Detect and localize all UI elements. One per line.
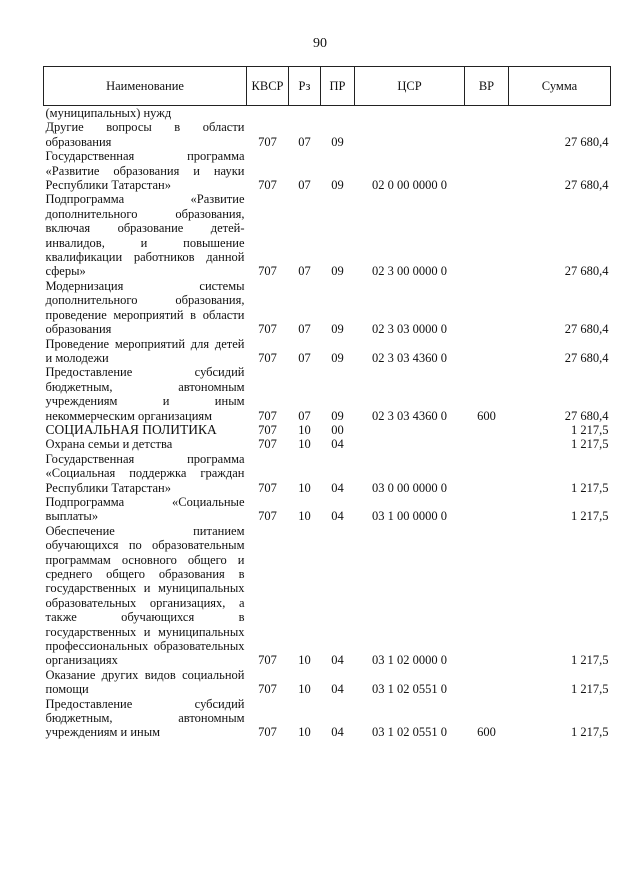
cell-pr: 04: [331, 480, 344, 495]
cell-name: Проведение мероприятий для детей и молодежи: [45, 336, 245, 365]
table-row: [44, 120, 611, 149]
cell-csr: 03 1 02 0551 0: [372, 682, 447, 697]
cell-pr: 09: [331, 350, 344, 365]
table-row: [44, 365, 611, 423]
cell-name: СОЦИАЛЬНАЯ ПОЛИТИКА: [45, 421, 217, 437]
cell-name: Предоставление субсидий бюджетным, автономным учреждениям и иным: [45, 696, 245, 740]
cell-sum: [509, 106, 611, 121]
table-row: [44, 697, 611, 740]
cell-name: Модернизация системы дополнительного образования, проведение мероприятий в области образования: [45, 278, 245, 337]
cell-name: (муниципальных) нужд: [45, 106, 172, 120]
cell-csr: 03 1 02 0551 0: [372, 725, 447, 740]
cell-vr: [465, 279, 509, 337]
cell-pr: 04: [331, 653, 344, 668]
cell-csr: 02 3 03 0000 0: [372, 322, 447, 337]
cell-csr: 03 1 00 0000 0: [372, 509, 447, 524]
cell-rz: 07: [298, 134, 311, 149]
cell-sum: 27 680,4: [564, 134, 609, 149]
table-row: [44, 524, 611, 668]
cell-pr: [321, 106, 355, 121]
table-row: [44, 337, 611, 366]
header-sum: Сумма: [509, 67, 611, 106]
cell-pr: 09: [331, 178, 344, 193]
cell-csr: 03 0 00 0000 0: [372, 480, 447, 495]
cell-vr: [465, 106, 509, 121]
cell-csr: 02 3 00 0000 0: [372, 264, 447, 279]
table-row: [44, 423, 611, 437]
header-name: Наименование: [44, 67, 247, 106]
cell-rz: 10: [298, 725, 311, 740]
cell-sum: 1 217,5: [571, 653, 609, 668]
cell-kvsr: 707: [258, 408, 277, 423]
cell-kvsr: [247, 106, 289, 121]
cell-name: Государственная программа «Социальная поддержка граждан Республики Татарстан»: [45, 451, 245, 495]
cell-sum: 27 680,4: [564, 264, 609, 279]
cell-pr: 00: [331, 422, 344, 437]
table-row: [44, 437, 611, 451]
cell-pr: 09: [331, 264, 344, 279]
cell-rz: 10: [298, 437, 311, 452]
table-row: [44, 279, 611, 337]
cell-csr: [355, 106, 465, 121]
cell-sum: 1 217,5: [571, 480, 609, 495]
cell-rz: 07: [298, 178, 311, 193]
page-number: 90: [313, 36, 327, 51]
cell-rz: 07: [298, 322, 311, 337]
cell-vr: 600: [477, 725, 496, 740]
table-row: [44, 452, 611, 495]
cell-pr: 04: [331, 725, 344, 740]
cell-kvsr: 707: [258, 264, 277, 279]
cell-vr: [465, 192, 509, 278]
cell-kvsr: 707: [258, 422, 277, 437]
table-row: [44, 149, 611, 192]
table-header: [44, 67, 611, 106]
header-row: [44, 67, 611, 106]
cell-pr: 04: [331, 509, 344, 524]
cell-kvsr: 707: [258, 134, 277, 149]
cell-rz: 10: [298, 653, 311, 668]
cell-rz: [289, 106, 321, 121]
header-csr: ЦСР: [355, 67, 465, 106]
cell-vr: [465, 452, 509, 495]
cell-name: Государственная программа «Развитие образования и науки Республики Татарстан»: [45, 149, 245, 193]
header-rz: Рз: [289, 67, 321, 106]
cell-pr: 09: [331, 322, 344, 337]
cell-kvsr: 707: [258, 322, 277, 337]
cell-kvsr: 707: [258, 480, 277, 495]
cell-vr: [465, 120, 509, 149]
header-pr: ПР: [321, 67, 355, 106]
cell-pr: 04: [331, 682, 344, 697]
table-row: [44, 495, 611, 524]
cell-sum: 27 680,4: [564, 322, 609, 337]
cell-rz: 07: [298, 408, 311, 423]
cell-kvsr: 707: [258, 682, 277, 697]
cell-kvsr: 707: [258, 437, 277, 452]
cell-sum: 1 217,5: [571, 509, 609, 524]
budget-table: [43, 66, 611, 740]
cell-pr: 04: [331, 437, 344, 452]
cell-csr: 02 3 03 4360 0: [372, 350, 447, 365]
cell-kvsr: 707: [258, 178, 277, 193]
cell-vr: [465, 423, 509, 437]
cell-name: Предоставление субсидий бюджетным, автономным учреждениям и иным некоммерческим организациям: [45, 365, 245, 423]
cell-sum: 1 217,5: [571, 422, 609, 437]
table-row: [44, 106, 611, 121]
cell-vr: [465, 337, 509, 366]
header-vr: ВР: [465, 67, 509, 106]
cell-kvsr: 707: [258, 653, 277, 668]
cell-rz: 10: [298, 480, 311, 495]
cell-vr: [465, 149, 509, 192]
cell-rz: 10: [298, 422, 311, 437]
cell-name: Другие вопросы в области образования: [45, 120, 245, 149]
cell-vr: [465, 437, 509, 451]
cell-name: Обеспечение питанием обучающихся по образовательным программам основного общего и среднего общего образования в государственных и муниципальных образовательных организациях, а также обучающихся в государственных и муниципальных профессиональных образовательных организациях: [45, 523, 245, 668]
cell-csr: 02 3 03 4360 0: [372, 408, 447, 423]
cell-csr: [355, 120, 465, 149]
cell-rz: 07: [298, 350, 311, 365]
table-row: [44, 668, 611, 697]
cell-sum: 27 680,4: [564, 408, 609, 423]
cell-vr: [465, 668, 509, 697]
cell-rz: 10: [298, 509, 311, 524]
cell-rz: 07: [298, 264, 311, 279]
cell-sum: 1 217,5: [571, 725, 609, 740]
cell-csr: [355, 423, 465, 437]
cell-kvsr: 707: [258, 350, 277, 365]
cell-name: Подпрограмма «Развитие дополнительного образования, включая образование детей-инвалидов, и повышение квалификации работников данной сферы»: [45, 192, 245, 279]
cell-csr: 02 0 00 0000 0: [372, 178, 447, 193]
cell-kvsr: 707: [258, 725, 277, 740]
cell-vr: [465, 495, 509, 524]
cell-name: Оказание других видов социальной помощи: [45, 667, 245, 697]
cell-name: Подпрограмма «Социальные выплаты»: [45, 494, 245, 524]
cell-rz: 10: [298, 682, 311, 697]
cell-vr: [465, 524, 509, 668]
cell-csr: 03 1 02 0000 0: [372, 653, 447, 668]
cell-sum: 1 217,5: [571, 682, 609, 697]
header-kvsr: КВСР: [247, 67, 289, 106]
cell-name: Охрана семьи и детства: [45, 437, 173, 452]
table-row: [44, 192, 611, 278]
cell-sum: 1 217,5: [571, 437, 609, 452]
cell-csr: [355, 437, 465, 451]
cell-sum: 27 680,4: [564, 178, 609, 193]
cell-pr: 09: [331, 134, 344, 149]
cell-vr: 600: [477, 408, 496, 423]
table-body: [44, 106, 611, 740]
cell-kvsr: 707: [258, 509, 277, 524]
cell-sum: 27 680,4: [564, 350, 609, 365]
cell-pr: 09: [331, 408, 344, 423]
